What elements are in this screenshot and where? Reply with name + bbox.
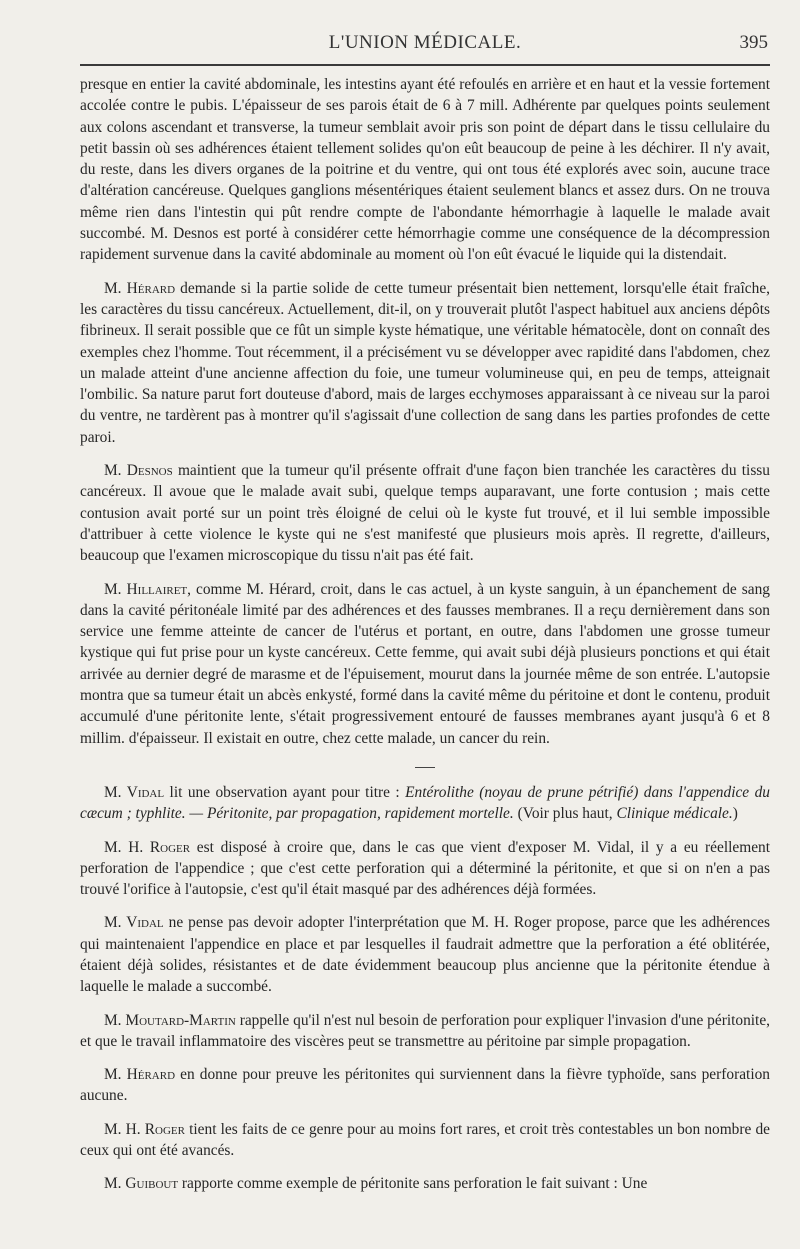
- paragraph: [80, 837, 770, 901]
- paragraph-text: tient les faits de ce genre pour au moins fort rares, et croit très contestables un bon nombre de ceux qui ont été avancés.: [80, 1120, 770, 1160]
- paragraph: [80, 579, 770, 749]
- header-rule: [80, 64, 770, 66]
- paragraph: [80, 1010, 770, 1053]
- paragraph: [80, 460, 770, 566]
- speaker-name: M. Guibout: [104, 1175, 179, 1193]
- paragraph-text: maintient que la tumeur qu'il présente offrait d'une façon bien tranchée les caractères du tissu cancéreux. Il avoue que le malade avait subi, quelque temps auparavant, une forte contusion ; mais cette contusion avait porté sur un point très éloigné de celui où le kyste fut trouvé, et il lui semble impossible d'attribuer à cette violence le kyste qui ne s'est manifesté que plusieurs mois après. Il regrette, d'ailleurs, beaucoup que l'examen microscopique du tissu n'ait pas été fait.: [80, 462, 770, 565]
- section-reference: Clinique médicale.: [616, 805, 733, 823]
- page-number: 395: [739, 32, 768, 53]
- paragraph: [80, 1064, 770, 1107]
- paragraph-text: rappelle qu'il n'est nul besoin de perforation pour expliquer l'invasion d'une péritonite, et que le travail inflammatoire des viscères peut se transmettre au péritoine par simple propagation.: [80, 1011, 770, 1050]
- section-separator: [415, 767, 435, 768]
- paragraph-text: ne pense pas devoir adopter l'interprétation que M. H. Roger propose, parce que les adhérences qui maintenaient l'appendice en place et par lesquelles il faudrait admettre que la perforation a été oblitérée, étaient déjà solides, résistantes et de date évidemment beaucoup plus ancienne que la péritonite étendue à laquelle le malade a succombé.: [80, 914, 770, 996]
- paragraph: [80, 74, 770, 266]
- paragraph-text: (Voir plus haut,: [513, 805, 617, 823]
- speaker-name: M. H. Roger: [104, 1120, 185, 1138]
- paragraph: [80, 1119, 770, 1162]
- speaker-name: M. Desnos: [104, 462, 173, 480]
- article-body: [80, 74, 770, 1195]
- paragraph-text: presque en entier la cavité abdominale, les intestins ayant été refoulés en arrière et en haut et la vessie fortement accolée contre le pubis. L'épaisseur de ses parois était de 6 à 7 mill. Adhérente par quelques points seulement aux colons ascendant et transverse, la tumeur semblait avoir pris son point de départ dans le tissu cellulaire du petit bassin où ses adhérences étaient tellement solides qu'on eût beaucoup de peine à les déchirer. Il n'y avait, du reste, dans les divers organes de la poitrine et du ventre, qui ont tous été explorés avec soin, aucune trace d'altération cancéreuse. Quelques ganglions mésentériques étaient seulement blancs et assez durs. On ne trouva même rien dans l'intestin qui pût rendre compte de l'abondante hémorrhagie à laquelle le malade avait succombé. M. Desnos est porté à considérer cette hémorrhagie comme une conséquence de la décompression rapidement survenue dans la cavité abdominale au moment où l'on eût évacué le liquide qui la distendait.: [80, 76, 770, 264]
- speaker-name: M. Hérard: [104, 1066, 176, 1084]
- speaker-name: M. Hérard: [104, 279, 176, 297]
- paragraph: [80, 912, 770, 997]
- speaker-name: M. Moutard-Martin: [104, 1011, 236, 1029]
- speaker-name: M. Vidal: [104, 914, 164, 932]
- speaker-name: M. Hillairet: [104, 580, 188, 598]
- running-title: L'UNION MÉDICALE.: [328, 32, 522, 53]
- paragraph-text: est disposé à croire que, dans le cas que vient d'exposer M. Vidal, il y a eu réellement perforation de l'appendice ; que c'est cette perforation qui a déterminé la péritonite, et que si on n'en a pas trouvé l'orifice à l'autopsie, c'est qu'il était masqué par des adhérences déjà formées.: [80, 838, 770, 899]
- speaker-name: M. Vidal: [104, 783, 165, 801]
- page-header: [80, 28, 770, 58]
- paragraph-text: rapporte comme exemple de péritonite sans perforation le fait suivant : Une: [178, 1175, 648, 1193]
- paragraph: [80, 782, 770, 825]
- paragraph: [80, 1173, 770, 1194]
- paragraph-text: ): [732, 805, 738, 823]
- paragraph: [80, 278, 770, 448]
- paragraph-text: , comme M. Hérard, croit, dans le cas actuel, à un kyste sanguin, à un épanchement de sang dans la cavité péritonéale limité par des adhérences et des fausses membranes. Il a reçu dernièrement dans son service une femme atteinte de cancer de l'utérus et portant, en outre, dans l'abdomen une grosse tumeur kystique qui fut prise pour un kyste cancéreux. Cette femme, qui avait subi déjà plusieurs ponctions et qui était arrivée au dernier degré de marasme et de l'épuisement, mourut dans la journée même de son entrée. L'autopsie montra que sa tumeur était un abcès enkysté, formé dans la cavité même du péritoine et dont le contenu, produit accumulé d'une péritonite lente, s'était progressivement entouré de fausses membranes ayant jusqu'à 6 et 8 millim. d'épaisseur. Il existait en outre, chez cette malade, un cancer du rein.: [80, 580, 770, 747]
- paragraph-text: demande si la partie solide de cette tumeur présentait bien nettement, lorsqu'elle était fraîche, les caractères du tissu cancéreux. Actuellement, dit-il, on y trouverait plutôt l'aspect habituel aux anciens dépôts fibrineux. Il serait possible que ce fût un simple kyste hématique, une véritable hématocèle, dont on connaît des exemples chez l'homme. Tout récemment, il a précisément vu se développer avec rapidité dans l'abdomen, chez un malade atteint d'une ancienne affection du foie, une tumeur volumineuse qui, en peu de temps, atteignait l'ombilic. Sa nature parut fort douteuse d'abord, mais de larges ecchymoses apparaissant à ce niveau sur la paroi du ventre, ne tardèrent pas à montrer qu'il s'agissait d'une collection de sang dans les parties profondes de cette paroi.: [80, 279, 770, 446]
- observation-title: Entérolithe (noyau de prune pétrifié) dans l'appendice du cæcum ; typhlite. — Péritonite, par propagation, rapidement mortelle.: [80, 783, 770, 823]
- paragraph-text: lit une observation ayant pour titre :: [164, 783, 406, 801]
- paragraph-text: en donne pour preuve les péritonites qui surviennent dans la fièvre typhoïde, sans perforation aucune.: [80, 1066, 770, 1105]
- speaker-name: M. H. Roger: [104, 838, 191, 856]
